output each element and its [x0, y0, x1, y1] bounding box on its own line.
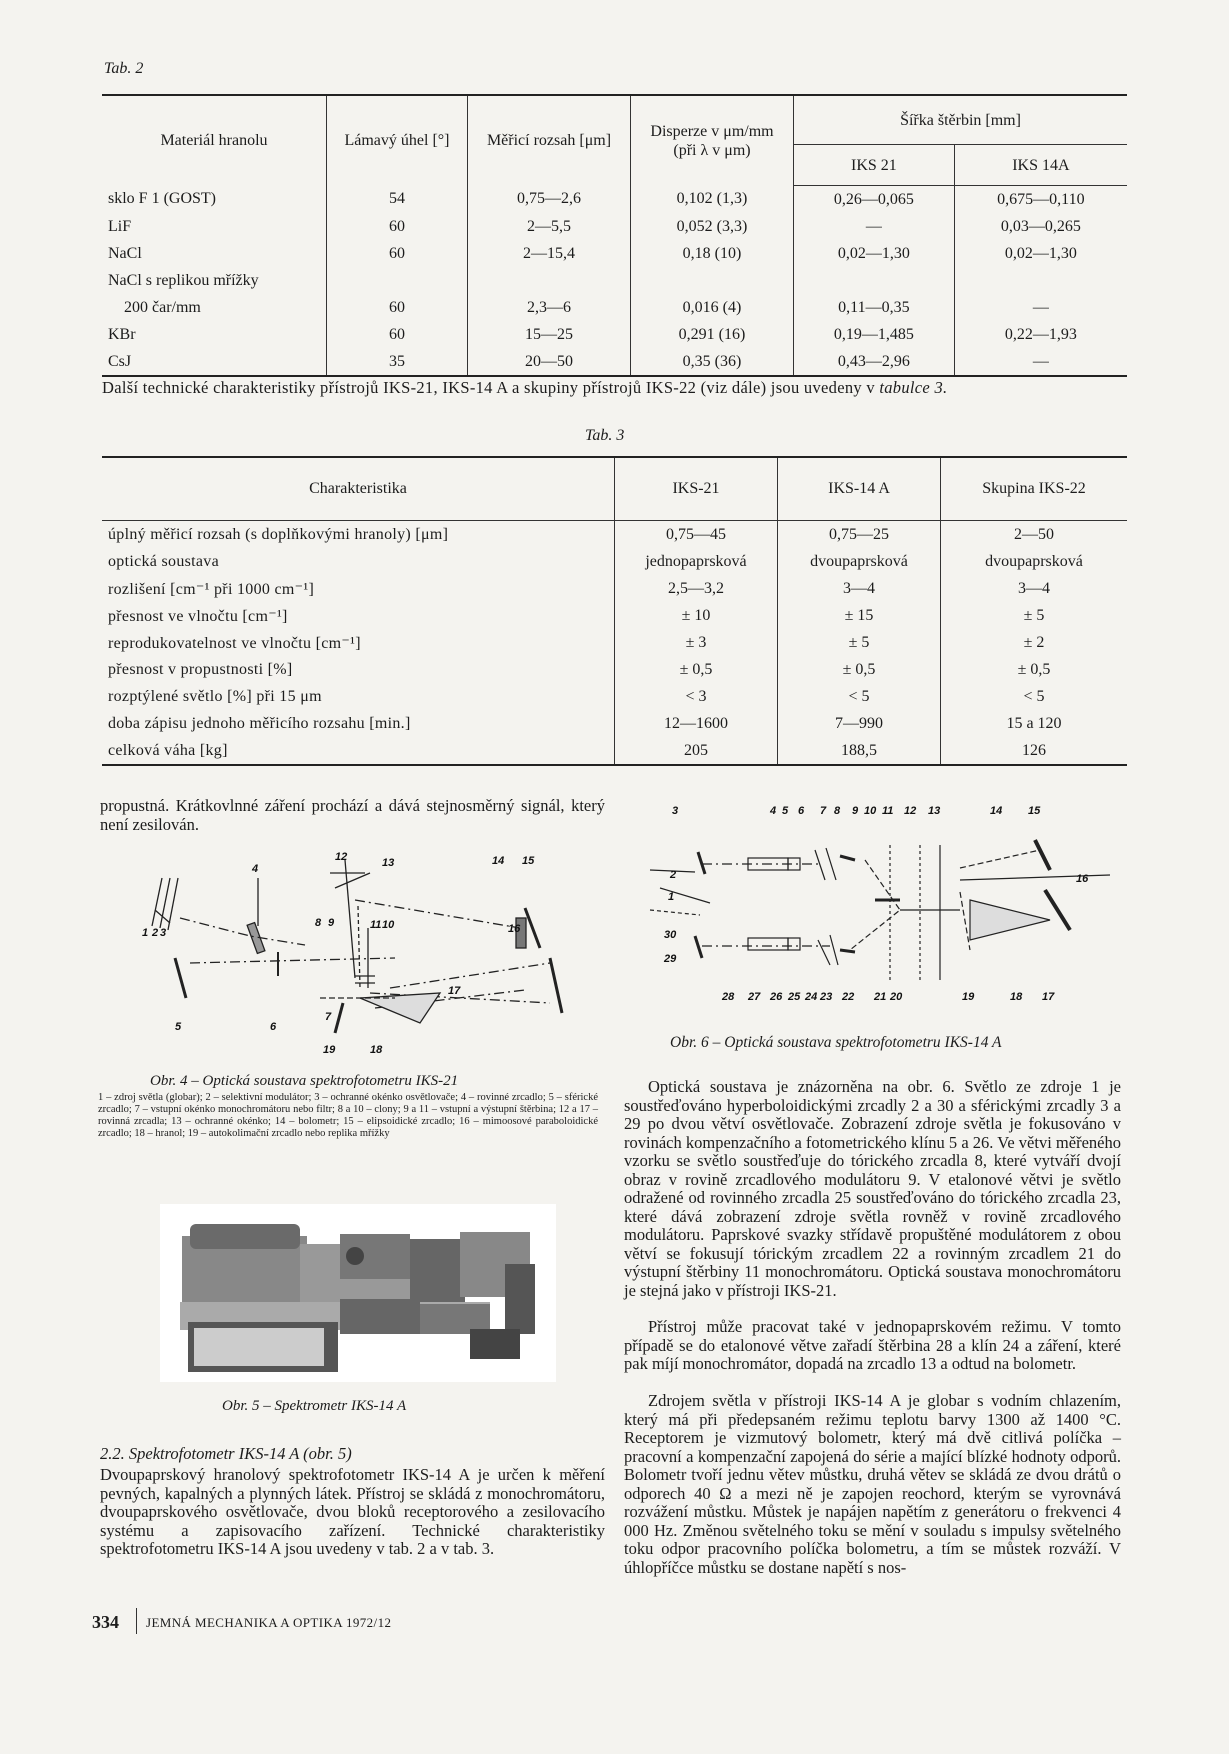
fig4-label-5: 5 [175, 1021, 182, 1033]
table-cell: 0,75—25 [778, 521, 941, 549]
th-dispersion: Disperze v μm/mm (při λ v μm) [631, 95, 794, 186]
fig6-bottom-22: 22 [842, 991, 855, 1003]
table-cell: přesnost ve vlnočtu [cm⁻¹] [108, 607, 288, 625]
fig4-label-19: 19 [323, 1044, 336, 1056]
fig4-label-7: 7 [325, 1011, 332, 1023]
fig4-label-10: 10 [382, 919, 395, 931]
table-cell: ± 3 [615, 629, 778, 656]
table-cell: — [954, 348, 1127, 376]
fig6-top-5: 5 [782, 805, 789, 817]
table-cell: 0,291 (16) [631, 321, 794, 348]
table-cell: ± 0,5 [778, 656, 941, 683]
table-cell: ± 15 [778, 602, 941, 629]
fig6-top-12: 12 [904, 805, 917, 817]
table-cell: 0,75—2,6 [468, 186, 631, 214]
table-cell: rozptýlené světlo [%] při 15 μm [108, 687, 322, 705]
th-angle: Lámavý úhel [°] [327, 95, 468, 186]
table-cell [794, 267, 955, 294]
fig4-diagram [130, 848, 570, 1058]
fig6-bottom-18: 18 [1010, 991, 1023, 1003]
table-cell [954, 267, 1127, 294]
table-tab2 [102, 94, 1127, 377]
table-cell: 3—4 [778, 575, 941, 602]
table-tab3 [102, 456, 1127, 766]
fig4-label-17: 17 [448, 985, 461, 997]
table-cell: ± 5 [778, 629, 941, 656]
fig4-label-2: 2 [152, 927, 159, 939]
fig6-top-6: 6 [798, 805, 805, 817]
fig4-label-16: 16 [508, 923, 521, 935]
table-cell: 7—990 [778, 710, 941, 737]
th-range: Měřicí rozsah [μm] [468, 95, 631, 186]
table-cell: 0,03—0,265 [954, 213, 1127, 240]
table-cell: 3—4 [941, 575, 1128, 602]
page-number: 334 [92, 1612, 119, 1632]
fig6-side-16: 16 [1076, 873, 1089, 885]
table-cell: 0,75—45 [615, 521, 778, 549]
th3-characteristic: Charakteristika [102, 457, 615, 521]
table-cell: 2—15,4 [468, 240, 631, 267]
fig4-label-11: 11 [370, 919, 382, 931]
table-row [102, 737, 1127, 765]
fig4-label-14: 14 [492, 855, 505, 867]
fig6-bottom-19: 19 [962, 991, 975, 1003]
table-cell: 2,3—6 [468, 294, 631, 321]
table-cell: 20—50 [468, 348, 631, 376]
table-cell: optická soustava [108, 552, 219, 570]
table-row [102, 683, 1127, 710]
fig5-photo [160, 1204, 556, 1382]
fig6-side-2: 2 [670, 869, 677, 881]
table-cell: 205 [615, 737, 778, 765]
tab3-label: Tab. 3 [585, 427, 625, 444]
table-row [102, 213, 1127, 240]
table-cell: dvoupaprsková [778, 548, 941, 575]
table-cell: ± 2 [941, 629, 1128, 656]
table-cell: < 5 [778, 683, 941, 710]
fig4-legend: 1 – zdroj světla (globar); 2 – selektivní modulátor; 3 – ochranné okénko osvětlovače; 4 – rovinné zrcadlo; 5 – sférické zrcadlo; 7 – vstupní okénko monochromátoru nebo filtr; 8 a 10 – clony; 9 a 11 – vstupní a výstupní štěrbina; 12 a 17 – rovinná zrcadla; 13 – ochranné okénko; 14 – bolometr; 15 – elipsoidické zrcadlo; 16 – mimoosové paraboloidické zrcadlo; 18 – hranol; 19 – autokolimační zrcadlo nebo replika mřížky [98, 1092, 598, 1139]
table-cell: doba zápisu jednoho měřicího rozsahu [min.] [108, 714, 411, 732]
table-cell: KBr [108, 325, 136, 343]
table-cell: dvoupaprsková [941, 548, 1128, 575]
th-iks14a: IKS 14A [954, 145, 1127, 186]
table-cell: jednopaprsková [615, 548, 778, 575]
th3-iks22: Skupina IKS-22 [941, 457, 1128, 521]
fig6-diagram [640, 800, 1110, 1010]
table-cell: < 5 [941, 683, 1128, 710]
table-cell: celková váha [kg] [108, 741, 228, 759]
fig4-label-9: 9 [328, 917, 335, 929]
table-cell: 0,102 (1,3) [631, 186, 794, 214]
fig6-bottom-26: 26 [770, 991, 783, 1003]
tab3-intro-ref: tabulce 3. [879, 378, 948, 397]
table-cell: ± 5 [941, 602, 1128, 629]
table-cell: 200 čar/mm [124, 298, 201, 316]
fig6-top-13: 13 [928, 805, 941, 817]
table-row [102, 602, 1127, 629]
fig6-bottom-17: 17 [1042, 991, 1055, 1003]
table-cell: přesnost v propustnosti [%] [108, 660, 293, 678]
tab2-label: Tab. 2 [104, 60, 144, 77]
table-row [102, 521, 1127, 549]
fig6-side-1: 1 [668, 891, 675, 903]
table-cell: 0,26—0,065 [794, 186, 955, 214]
table-cell: 2—5,5 [468, 213, 631, 240]
table-cell: — [954, 294, 1127, 321]
table-cell: 2,5—3,2 [615, 575, 778, 602]
fig6-top-7: 7 [820, 805, 827, 817]
table-cell: LiF [108, 217, 132, 235]
table-cell: 2—50 [941, 521, 1128, 549]
table-cell: 60 [327, 240, 468, 267]
th-slits: Šířka štěrbin [mm] [794, 95, 1128, 145]
fig4-label-15: 15 [522, 855, 535, 867]
fig6-top-9: 9 [852, 805, 859, 817]
journal-name: JEMNÁ MECHANIKA A OPTIKA 1972/12 [146, 1615, 392, 1630]
fig6-bottom-24: 24 [805, 991, 818, 1003]
table-cell: CsJ [108, 352, 132, 370]
fig4-label-13: 13 [382, 857, 395, 869]
th3-iks14a: IKS-14 A [778, 457, 941, 521]
table-cell: 0,22—1,93 [954, 321, 1127, 348]
table-cell: rozlišení [cm⁻¹ při 1000 cm⁻¹] [108, 580, 315, 598]
fig6-side-29: 29 [664, 953, 677, 965]
table-cell [468, 267, 631, 294]
table-row [102, 321, 1127, 348]
fig4-caption: Obr. 4 – Optická soustava spektrofotometru IKS-21 [150, 1073, 459, 1089]
table-row [102, 294, 1127, 321]
table-cell: NaCl s replikou mřížky [108, 271, 259, 289]
fig6-bottom-21: 21 [874, 991, 887, 1003]
table-cell: 188,5 [778, 737, 941, 765]
fig4-label-6: 6 [270, 1021, 277, 1033]
right-paragraph-1: Optická soustava je znázorněna na obr. 6. Světlo ze zdroje 1 je soustřeďováno hyperboloidickými zrcadly 2 a 30 a sférickými zrcadly 3 a 29 po dvou větví osvětlovače. Zobrazení zdroje světla je fokusováno v rovinách kompenzačního a fotometrického klínu 5 a 26. Ve větvi měřeného vzorku se světlo soustřeďuje do tórického zrcadla 8, které vytváří dvojí obraz v rovině zrcadlového modulátoru 9. V etalonové větvi je světlo odražené od rovinného zrcadla 25 soustřeďováno do tórického zrcadla 23, které dává zobrazení zdroje světla rovněž v rovině zrcadlového modulátoru. Paprskové svazky střídavě propuštěné modulátorem z obou větví se fokusují tórickým zrcadlem 22 a rovinným zrcadlem 21 do výstupní štěrbiny 11 monochromátoru. Optická soustava monochromátoru je stejná jako v přístroji IKS-21. [624, 1077, 1121, 1300]
table-row [102, 267, 1127, 294]
table-cell: 15 a 120 [941, 710, 1128, 737]
fig6-top-4: 4 [770, 805, 777, 817]
table-cell: 60 [327, 213, 468, 240]
th3-iks21: IKS-21 [615, 457, 778, 521]
table-cell: 0,18 (10) [631, 240, 794, 267]
table-row [102, 186, 1127, 214]
fig6-bottom-27: 27 [748, 991, 761, 1003]
table-row [102, 240, 1127, 267]
fig6-caption: Obr. 6 – Optická soustava spektrofotometru IKS-14 A [670, 1034, 1002, 1051]
fig6-top-15: 15 [1028, 805, 1041, 817]
fig6-top-8: 8 [834, 805, 841, 817]
table-cell [631, 267, 794, 294]
fig6-top-3: 3 [672, 805, 679, 817]
left-top-paragraph: propustná. Krátkovlnné záření prochází a dává stejnosměrný signál, který není zesilován. [100, 796, 605, 834]
th-iks21: IKS 21 [794, 145, 955, 186]
fig4-label-18: 18 [370, 1044, 383, 1056]
table-cell: 0,02—1,30 [954, 240, 1127, 267]
table-cell: úplný měřicí rozsah (s doplňkovými hranoly) [μm] [108, 525, 449, 543]
table-cell: 60 [327, 321, 468, 348]
table-cell [327, 267, 468, 294]
section-title: 2.2. Spektrofotometr IKS-14 A (obr. 5) [100, 1444, 352, 1463]
spectrometer-photo-icon [160, 1204, 556, 1382]
tab3-intro-text: Další technické charakteristiky přístrojů IKS-21, IKS-14 A a skupiny přístrojů IKS-22 (viz dále) jsou uvedeny v [102, 378, 875, 397]
table-row [102, 629, 1127, 656]
table-cell: 0,43—2,96 [794, 348, 955, 376]
fig6-bottom-25: 25 [788, 991, 801, 1003]
table-cell: 35 [327, 348, 468, 376]
table-cell: 0,11—0,35 [794, 294, 955, 321]
table-cell: NaCl [108, 244, 142, 262]
table-cell: ± 0,5 [615, 656, 778, 683]
table-cell: 54 [327, 186, 468, 214]
table-cell: 0,19—1,485 [794, 321, 955, 348]
table-cell: 0,02—1,30 [794, 240, 955, 267]
fig6-bottom-23: 23 [820, 991, 833, 1003]
table-cell: 0,016 (4) [631, 294, 794, 321]
table-cell: 15—25 [468, 321, 631, 348]
table-cell: sklo F 1 (GOST) [108, 190, 217, 208]
fig4-label-1: 1 [142, 927, 149, 939]
table-row [102, 656, 1127, 683]
table-cell: 126 [941, 737, 1128, 765]
table-cell: 0,052 (3,3) [631, 213, 794, 240]
table-cell: ± 10 [615, 602, 778, 629]
left-bottom-paragraph: Dvoupaprskový hranolový spektrofotometr IKS-14 A je určen k měření pevných, kapalných a plynných látek. Přístroj se skládá z monochromátoru, dvoupaprskového osvětlovače, dvou bloků receptorového a zesilovacího systému a zapisovacího zařízení. Technické charakteristiky spektrofotometru IKS-14 A jsou uvedeny v tab. 2 a v tab. 3. [100, 1465, 605, 1558]
fig6-bottom-28: 28 [722, 991, 735, 1003]
right-paragraph-2: Přístroj může pracovat také v jednopaprskovém režimu. V tomto případě se do etalonové větve zařadí štěrbina 28 a klín 24 a záření, které pak míjí monochromátor, dopadá na zrcadlo 13 a odtud na bolometr. [624, 1317, 1121, 1373]
table-row [102, 710, 1127, 737]
fig6-top-14: 14 [990, 805, 1003, 817]
table-cell: ± 0,5 [941, 656, 1128, 683]
tab3-intro [102, 378, 947, 398]
fig4-label-4: 4 [252, 863, 259, 875]
fig6-top-11: 11 [882, 805, 894, 817]
fig6-side-30: 30 [664, 929, 677, 941]
fig5-caption: Obr. 5 – Spektrometr IKS-14 A [222, 1398, 407, 1414]
fig6-bottom-20: 20 [890, 991, 903, 1003]
table-cell: 12—1600 [615, 710, 778, 737]
fig6-top-10: 10 [864, 805, 877, 817]
table-row [102, 575, 1127, 602]
table-cell: — [794, 213, 955, 240]
table-cell: < 3 [615, 683, 778, 710]
right-paragraph-3: Zdrojem světla v přístroji IKS-14 A je globar s vodním chlazením, který má při předepsaném režimu teplotu barvy 1300 až 1400 °C. Receptorem je vizmutový bolometr, který má dvě citlivá políčka – pracovní a kompenzační zapojená do série a mající blízké hodnoty odporů. Bolometr tvoří jednu větev můstku, druhá větev se skládá ze dvou drátů o odporech 40 Ω a mezi ně je zapojen reochord, kterým se vyrovnává rozvážení můstku. Můstek je napájen napětím z generátoru o frekvenci 4 000 Hz. Změnou světelného toku se mění v souladu s impulsy světelného toku odpor pracovního políčka bolometru, a tím se můstek rozváží. V úhlopříčce můstku se dostane napětí s nos- [624, 1391, 1121, 1577]
footer-divider [136, 1608, 137, 1634]
fig4-label-8: 8 [315, 917, 322, 929]
table-cell: 0,35 (36) [631, 348, 794, 376]
th-material: Materiál hranolu [160, 132, 268, 150]
table-cell: 0,675—0,110 [954, 186, 1127, 214]
table-row [102, 348, 1127, 376]
table-row [102, 548, 1127, 575]
fig4-label-3: 3 [160, 927, 167, 939]
table-cell: reprodukovatelnost ve vlnočtu [cm⁻¹] [108, 634, 361, 652]
table-cell: 60 [327, 294, 468, 321]
fig4-label-12: 12 [335, 851, 348, 863]
